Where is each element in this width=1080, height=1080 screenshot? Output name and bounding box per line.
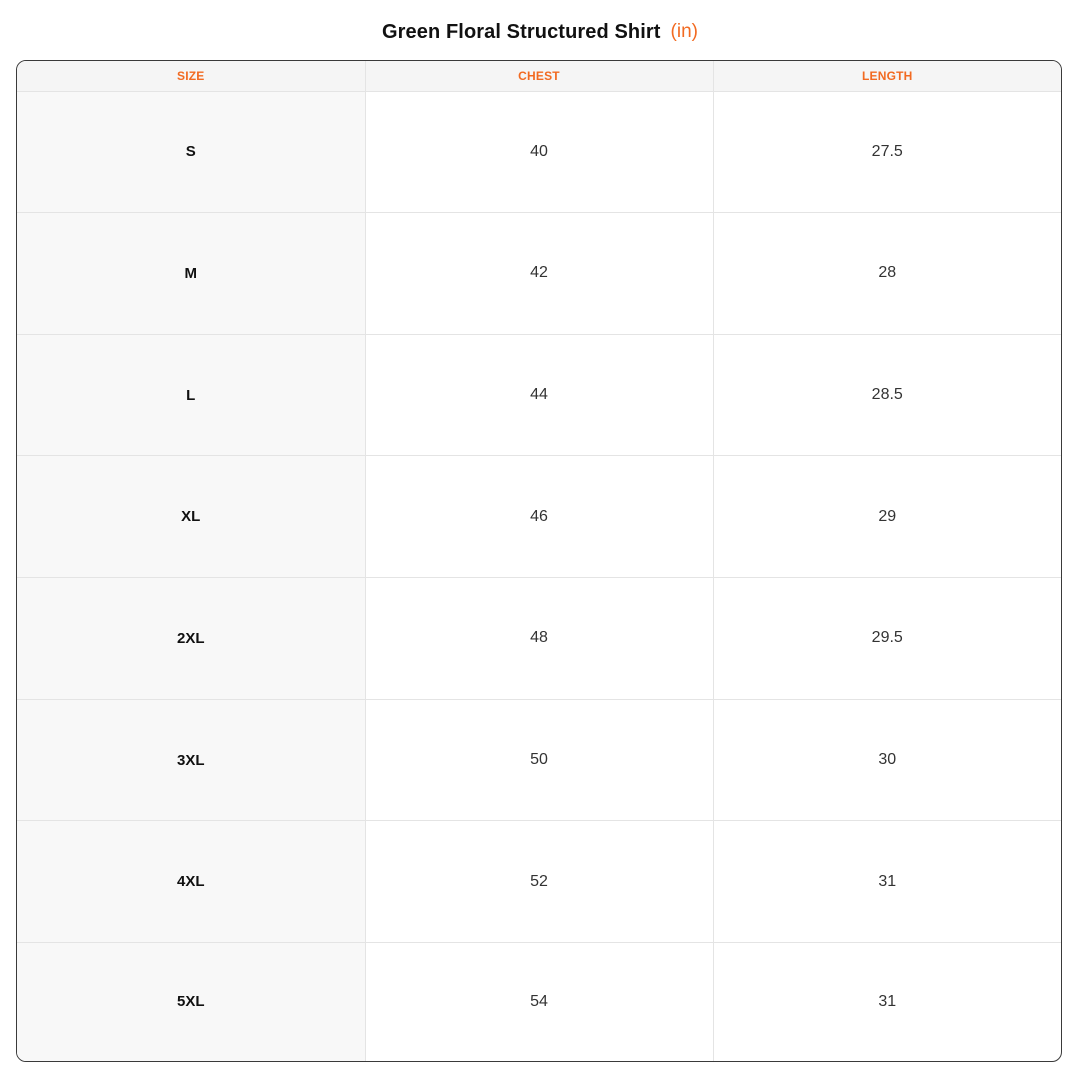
length-cell: 31 bbox=[878, 992, 897, 1010]
length-cell: 30 bbox=[713, 699, 1061, 821]
length-cell: 29 bbox=[713, 456, 1061, 578]
table-row bbox=[17, 578, 1061, 700]
size-cell: M bbox=[17, 213, 365, 335]
size-cell: S bbox=[17, 91, 365, 213]
chest-cell: 42 bbox=[365, 213, 713, 335]
table-row bbox=[17, 942, 1061, 1061]
chest-cell: 52 bbox=[365, 821, 713, 943]
length-cell: 29.5 bbox=[713, 578, 1061, 700]
length-cell: 31 bbox=[713, 821, 1061, 943]
chest-cell: 44 bbox=[365, 334, 713, 456]
size-cell: 2XL bbox=[17, 578, 365, 700]
chest-cell: 46 bbox=[365, 456, 713, 578]
size-cell: 3XL bbox=[17, 699, 365, 821]
table-row bbox=[17, 91, 1061, 213]
size-chart-title bbox=[0, 17, 1080, 47]
length-cell: 28.5 bbox=[713, 334, 1061, 456]
table-row bbox=[17, 699, 1061, 821]
size-cell: XL bbox=[17, 456, 365, 578]
size-chart-table bbox=[17, 61, 1061, 1061]
chest-cell: 48 bbox=[365, 578, 713, 700]
product-title: Green Floral Structured Shirt bbox=[382, 20, 661, 43]
table-row bbox=[17, 456, 1061, 578]
unit-label: (in) bbox=[670, 21, 698, 42]
column-header-size: SIZE bbox=[17, 61, 365, 91]
table-row bbox=[17, 213, 1061, 335]
column-header-length: LENGTH bbox=[713, 61, 1061, 91]
table-header bbox=[17, 61, 1061, 91]
size-cell: 4XL bbox=[17, 821, 365, 943]
size-chart-table-container bbox=[16, 60, 1062, 1062]
chest-cell: 50 bbox=[365, 699, 713, 821]
header-row bbox=[17, 61, 1061, 91]
table-row bbox=[17, 334, 1061, 456]
length-cell: 28 bbox=[713, 213, 1061, 335]
table-row bbox=[17, 821, 1061, 943]
chest-cell: 54 bbox=[365, 942, 713, 1061]
size-cell: 5XL bbox=[17, 942, 365, 1061]
column-header-chest: CHEST bbox=[365, 61, 713, 91]
chest-cell: 40 bbox=[365, 91, 713, 213]
size-cell: L bbox=[17, 334, 365, 456]
length-cell: 27.5 bbox=[713, 91, 1061, 213]
table-body bbox=[17, 91, 1061, 1061]
